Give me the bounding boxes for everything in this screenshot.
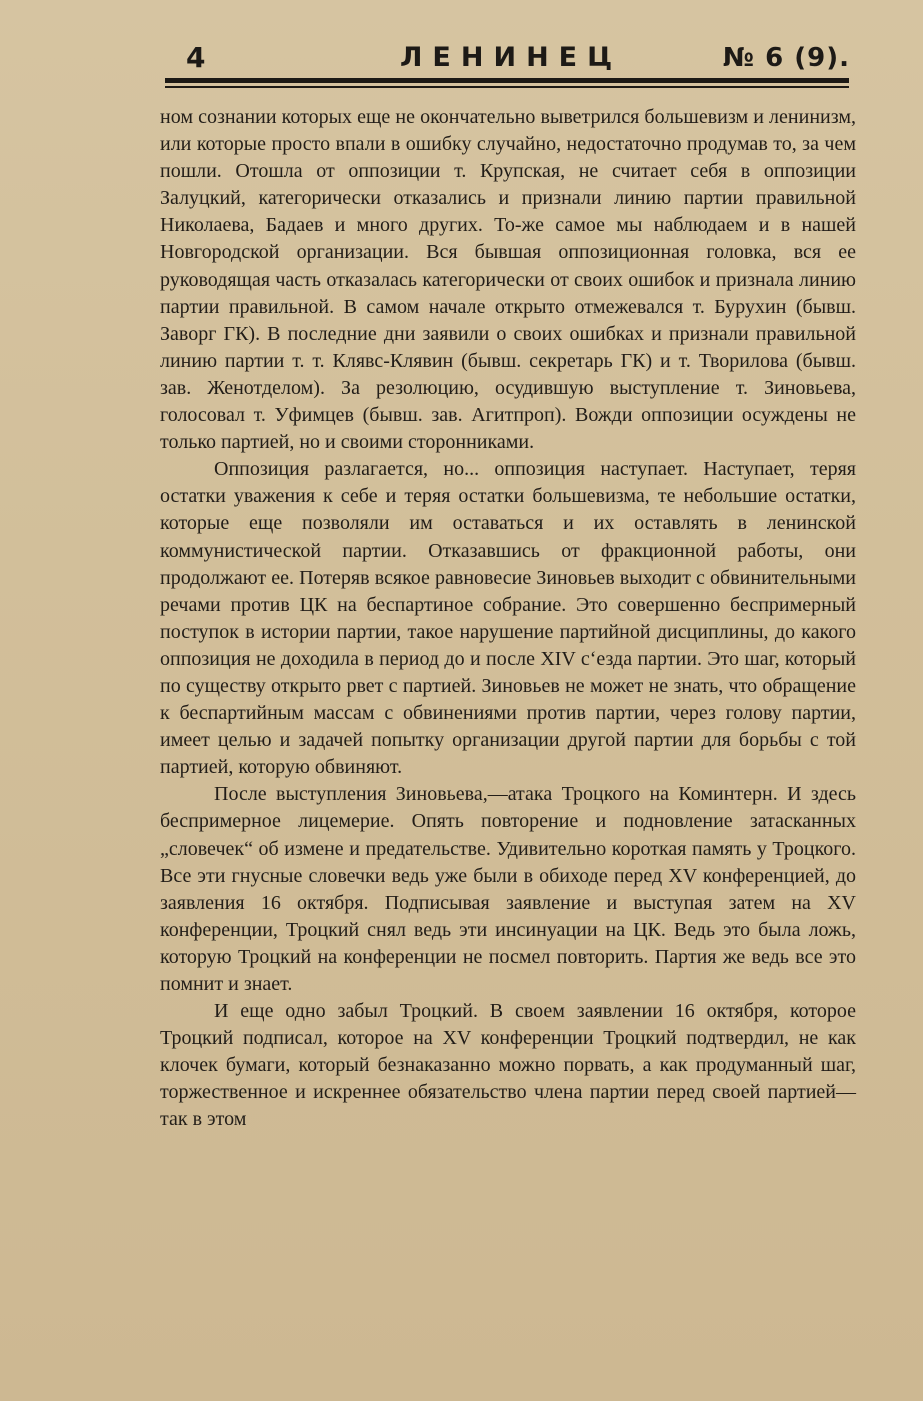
paragraph-4: И еще одно забыл Троцкий. В своем заявлении 16 октября, которое Троцкий подписал, которое на XV конференции Троцкий подтвердил, не как клочек бумаги, который безнаказанно можно порвать, а как продуманный шаг, торжественное и искреннее обязательство члена партии перед своей партией—так в этом (160, 1000, 856, 1131)
header-rule-thin (165, 86, 849, 88)
article-body (160, 104, 856, 1134)
paragraph-1: ном сознании которых еще не окончательно выветрился большевизм и ленинизм, или которые просто впали в ошибку случайно, недостаточно продумав то, за чем пошли. Отошла от оппозиции т. Крупская, не считает себя в оппозиции Залуцкий, категорически отказались и признали линию партии правильной Николаева, Бадаев и много других. То-же самое мы наблюдаем и в нашей Новгородской организации. Вся бывшая оппозиционная головка, вся ее руководящая часть отказалась категорически от своих ошибок и признала линию партии правильной. В самом начале открыто отмежевался т. Бурухин (бывш. Заворг ГК). В последние дни заявили о своих ошибках и признали правильной линию партии т. т. Клявс-Клявин (бывш. секретарь ГК) и т. Творилова (бывш. зав. Женотделом). За резолюцию, осудившую выступление т. Зиновьева, голосовал т. Уфимцев (бывш. зав. Агитпроп). Вожди оппозиции осуждены не только партией, но и своими сторонниками. (160, 106, 856, 454)
paragraph-3: После выступления Зиновьева,—атака Троцкого на Коминтерн. И здесь беспримерное лицемерие. Опять повторение и подновление затасканных „словечек“ об измене и предательстве. Удивительно короткая память у Троцкого. Все эти гнусные словечки ведь уже были в обиходе перед XV конференцией, до заявления 16 октября. Подписывая заявление и выступая затем на XV конференции, Троцкий снял ведь эти инсинуации на ЦК. Ведь это была ложь, которую Троцкий на конференции не посмел повторить. Партия же ведь все это помнит и знает. (160, 783, 856, 995)
header-rule-thick (165, 78, 849, 83)
journal-title: ЛЕНИНЕЦ (400, 42, 623, 73)
page-number: 4 (186, 41, 206, 74)
page-header (178, 40, 850, 80)
issue-number: № 6 (9). (722, 43, 850, 73)
paragraph-2: Оппозиция разлагается, но... оппозиция наступает. Наступает, теряя остатки уважения к себе и теряя остатки большевизма, те небольшие остатки, которые еще позволяли им оставаться и их оставлять в ленинской коммунистической партии. Отказавшись от фракционной работы, они продолжают ее. Потеряв всякое равновесие Зиновьев выходит с обвинительными речами против ЦК на беспартиное собрание. Это совершенно беспримерный поступок в истории партии, такое нарушение партийной дисциплины, до какого оппозиция не доходила в период до и после XIV с‘езда партии. Это шаг, который по существу открыто рвет с партией. Зиновьев не может не знать, что обращение к беспартийным массам с обвинениями против партии, через голову партии, имеет целью и задачей попытку организации другой партии для борьбы с той партией, которую обвиняют. (160, 458, 856, 779)
